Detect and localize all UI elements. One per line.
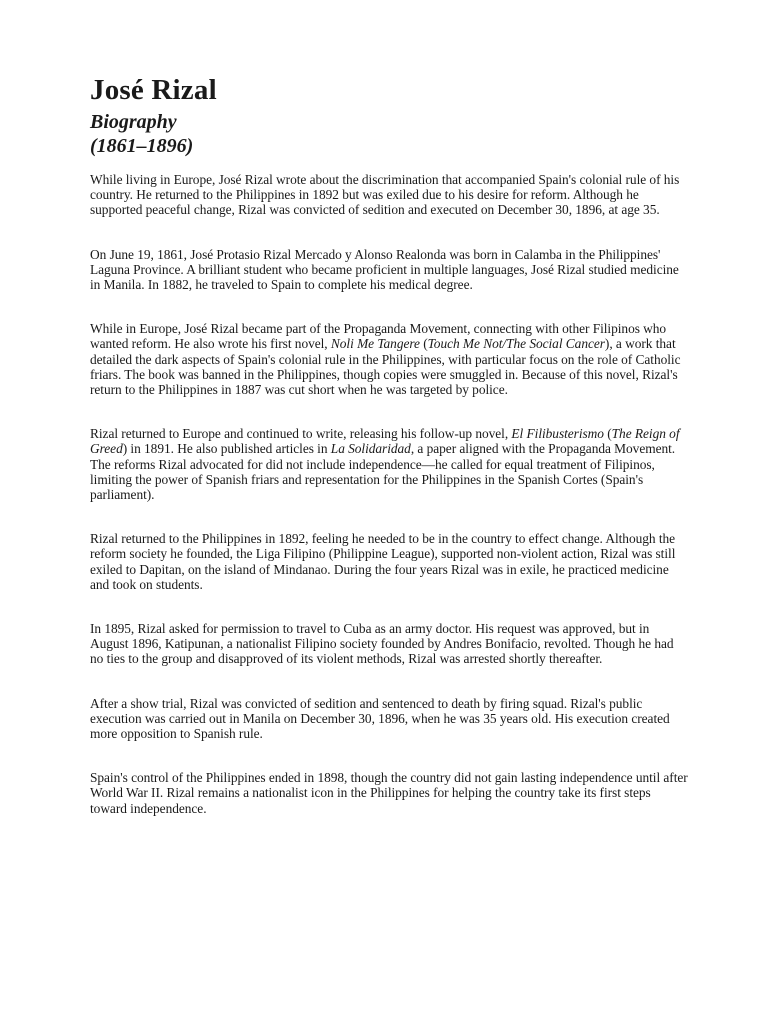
paragraph-legacy: Spain's control of the Philippines ended in 1898, though the country did not gain lasting independence until after World War II. Rizal remains a nationalist icon in the Philippines for helping the country take its first steps toward independence. <box>90 770 688 816</box>
page-title: José Rizal <box>90 74 217 106</box>
biography-article <box>90 72 690 845</box>
text-run: ), a work that detailed the dark aspects of Spain's colonial rule in the Philippines, with particular focus on the role of Catholic friars. The book was banned in the Philippines, though copies were smuggled in. Because of this novel, Rizal's return to the Philippines in 1887 was cut short when he was targeted by police. <box>90 336 681 398</box>
book-title-filibusterismo: El Filibusterismo <box>511 426 604 442</box>
book-title-translation: The Reign of Greed <box>90 426 680 457</box>
paragraph-execution: After a show trial, Rizal was convicted of sedition and sentenced to death by firing squad. Rizal's public execution was carried out in Manila on December 30, 1896, when he was 35 years old. His execution created more opposition to Spanish rule. <box>90 695 670 742</box>
subtitle: Biography <box>90 111 177 133</box>
text-run: ) in 1891. He also published articles in <box>122 441 331 457</box>
publication-title: La Solidaridad <box>330 441 411 457</box>
text-run: , a paper aligned with the Propaganda Movement. The reforms Rizal advocated for did not include independence—he called for equal treatment of Filipinos, limiting the power of Spanish friars and representation for the Philippines in the Spanish Cortes (Spain's parliament). <box>90 441 676 503</box>
paragraph-exile: Rizal returned to the Philippines in 1892, feeling he needed to be in the country to effect change. Although the reform society he founded, the Liga Filipino (Philippine League), supported non-violent action, Rizal was still exiled to Dapitan, on the island of Mindanao. During the four years Rizal was in exile, he practiced medicine and took on students. <box>90 531 676 592</box>
text-run: Rizal returned to Europe and continued to write, releasing his follow-up novel, <box>90 426 512 442</box>
text-run: ( <box>419 336 428 352</box>
book-title-noli: Noli Me Tangere <box>330 336 420 352</box>
paragraph-propaganda-movement <box>90 321 690 397</box>
book-title-translation: Touch Me Not/The Social Cancer <box>427 336 605 352</box>
text-run: While in Europe, José Rizal became part of the Propaganda Movement, connecting with other Filipinos who wanted reform. He also wrote his first novel, <box>90 321 667 352</box>
article-body <box>90 172 690 816</box>
life-dates: (1861–1896) <box>90 135 194 157</box>
text-run: ( <box>603 426 612 442</box>
paragraph-intro: While living in Europe, José Rizal wrote about the discrimination that accompanied Spain's colonial rule of his country. He returned to the Philippines in 1892 but was exiled due to his desire for reform. Although he supported peaceful change, Rizal was convicted of sedition and executed on December 30, 1896, at age 35. <box>90 172 680 218</box>
paragraph-return-to-europe <box>90 426 690 502</box>
paragraph-early-life: On June 19, 1861, José Protasio Rizal Mercado y Alonso Realonda was born in Calamba in the Philippines' Laguna Province. A brilliant student who became proficient in multiple languages, José Rizal studied medicine in Manila. In 1882, he traveled to Spain to complete his medical degree. <box>90 246 679 293</box>
paragraph-arrest: In 1895, Rizal asked for permission to travel to Cuba as an army doctor. His request was approved, but in August 1896, Katipunan, a nationalist Filipino society founded by Andres Bonifacio, revolted. Though he had no ties to the group and disapproved of its violent methods, Rizal was arrested shortly thereafter. <box>90 621 674 667</box>
